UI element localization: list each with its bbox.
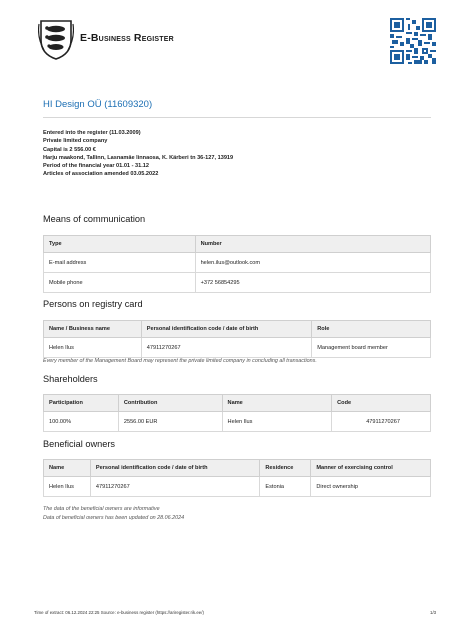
table-cell: Estonia (260, 477, 311, 497)
column-header: Residence (260, 460, 311, 477)
detail-legal-form: Private limited company (43, 138, 108, 145)
phone-value: +372 56854295 (195, 273, 430, 293)
detail-financial-year: Period of the financial year 01.01 - 31.12 (43, 163, 150, 170)
page-header (38, 18, 438, 64)
table-row (44, 273, 431, 293)
section-heading-persons: Persons on registry card (43, 299, 143, 309)
company-title: HI Design OÜ (11609320) (43, 99, 153, 110)
column-header: Code (332, 395, 431, 412)
section-heading-beneficial-owners: Beneficial owners (43, 439, 116, 449)
detail-registration: Entered into the register (11.03.2009) (43, 130, 141, 136)
detail-capital: Capital is 2 556.00 € (43, 146, 96, 153)
beneficial-owners-table (43, 459, 431, 497)
qr-code-icon (390, 18, 436, 64)
column-header: Name / Business name (44, 321, 142, 338)
table-cell: 47911270267 (90, 477, 259, 497)
company-details (43, 129, 233, 179)
coat-of-arms-icon (38, 18, 74, 60)
table-cell: Helen Ilus (222, 412, 332, 432)
column-header: Manner of exercising control (311, 460, 431, 477)
column-header: Participation (44, 395, 119, 412)
table-row (44, 477, 431, 497)
table-cell: Mobile phone (44, 273, 196, 293)
extract-info: Time of extract: 06.12.2024 22:25 Source: e-business register (https://ariregister.rik.ee/) (34, 610, 204, 615)
email-value: helen.ilus@outlook.com (195, 253, 430, 273)
column-header: Type (44, 236, 196, 253)
representation-note: Every member of the Management Board may represent the private limited company in concluding all transactions. (43, 358, 317, 364)
updated-note: Data of beneficial owners has been updated on 28.06.2024 (43, 514, 185, 521)
column-header: Contribution (118, 395, 222, 412)
table-cell: Helen Ilus (44, 338, 142, 358)
registry-title: E-Business Register (80, 32, 174, 44)
table-cell: Management board member (312, 338, 431, 358)
shareholders-table (43, 394, 431, 432)
page-number: 1/3 (430, 610, 437, 615)
informative-note: The data of the beneficial owners are informative (43, 506, 160, 512)
section-heading-communication: Means of communication (43, 214, 146, 224)
column-header: Personal identification code / date of birth (90, 460, 259, 477)
table-row (44, 412, 431, 432)
table-row (44, 338, 431, 358)
detail-articles: Articles of association amended 03.05.2022 (43, 171, 159, 178)
communication-table (43, 235, 431, 293)
beneficial-owners-notes (43, 505, 184, 522)
column-header: Name (222, 395, 332, 412)
section-heading-shareholders: Shareholders (43, 374, 98, 384)
column-header: Role (312, 321, 431, 338)
column-header: Personal identification code / date of birth (141, 321, 312, 338)
table-cell: Helen Ilus (44, 477, 91, 497)
table-cell: 47911270267 (332, 412, 431, 432)
column-header: Name (44, 460, 91, 477)
table-cell: 47911270267 (141, 338, 312, 358)
title-divider (43, 117, 431, 118)
table-row (44, 253, 431, 273)
table-cell: 100.00% (44, 412, 119, 432)
persons-table (43, 320, 431, 358)
column-header: Number (195, 236, 430, 253)
table-cell: 2556.00 EUR (118, 412, 222, 432)
table-cell: E-mail address (44, 253, 196, 273)
table-cell: Direct ownership (311, 477, 431, 497)
detail-address: Harju maakond, Tallinn, Lasnamäe linnaosa, K. Kärberi tn 36-127, 13919 (43, 154, 234, 161)
